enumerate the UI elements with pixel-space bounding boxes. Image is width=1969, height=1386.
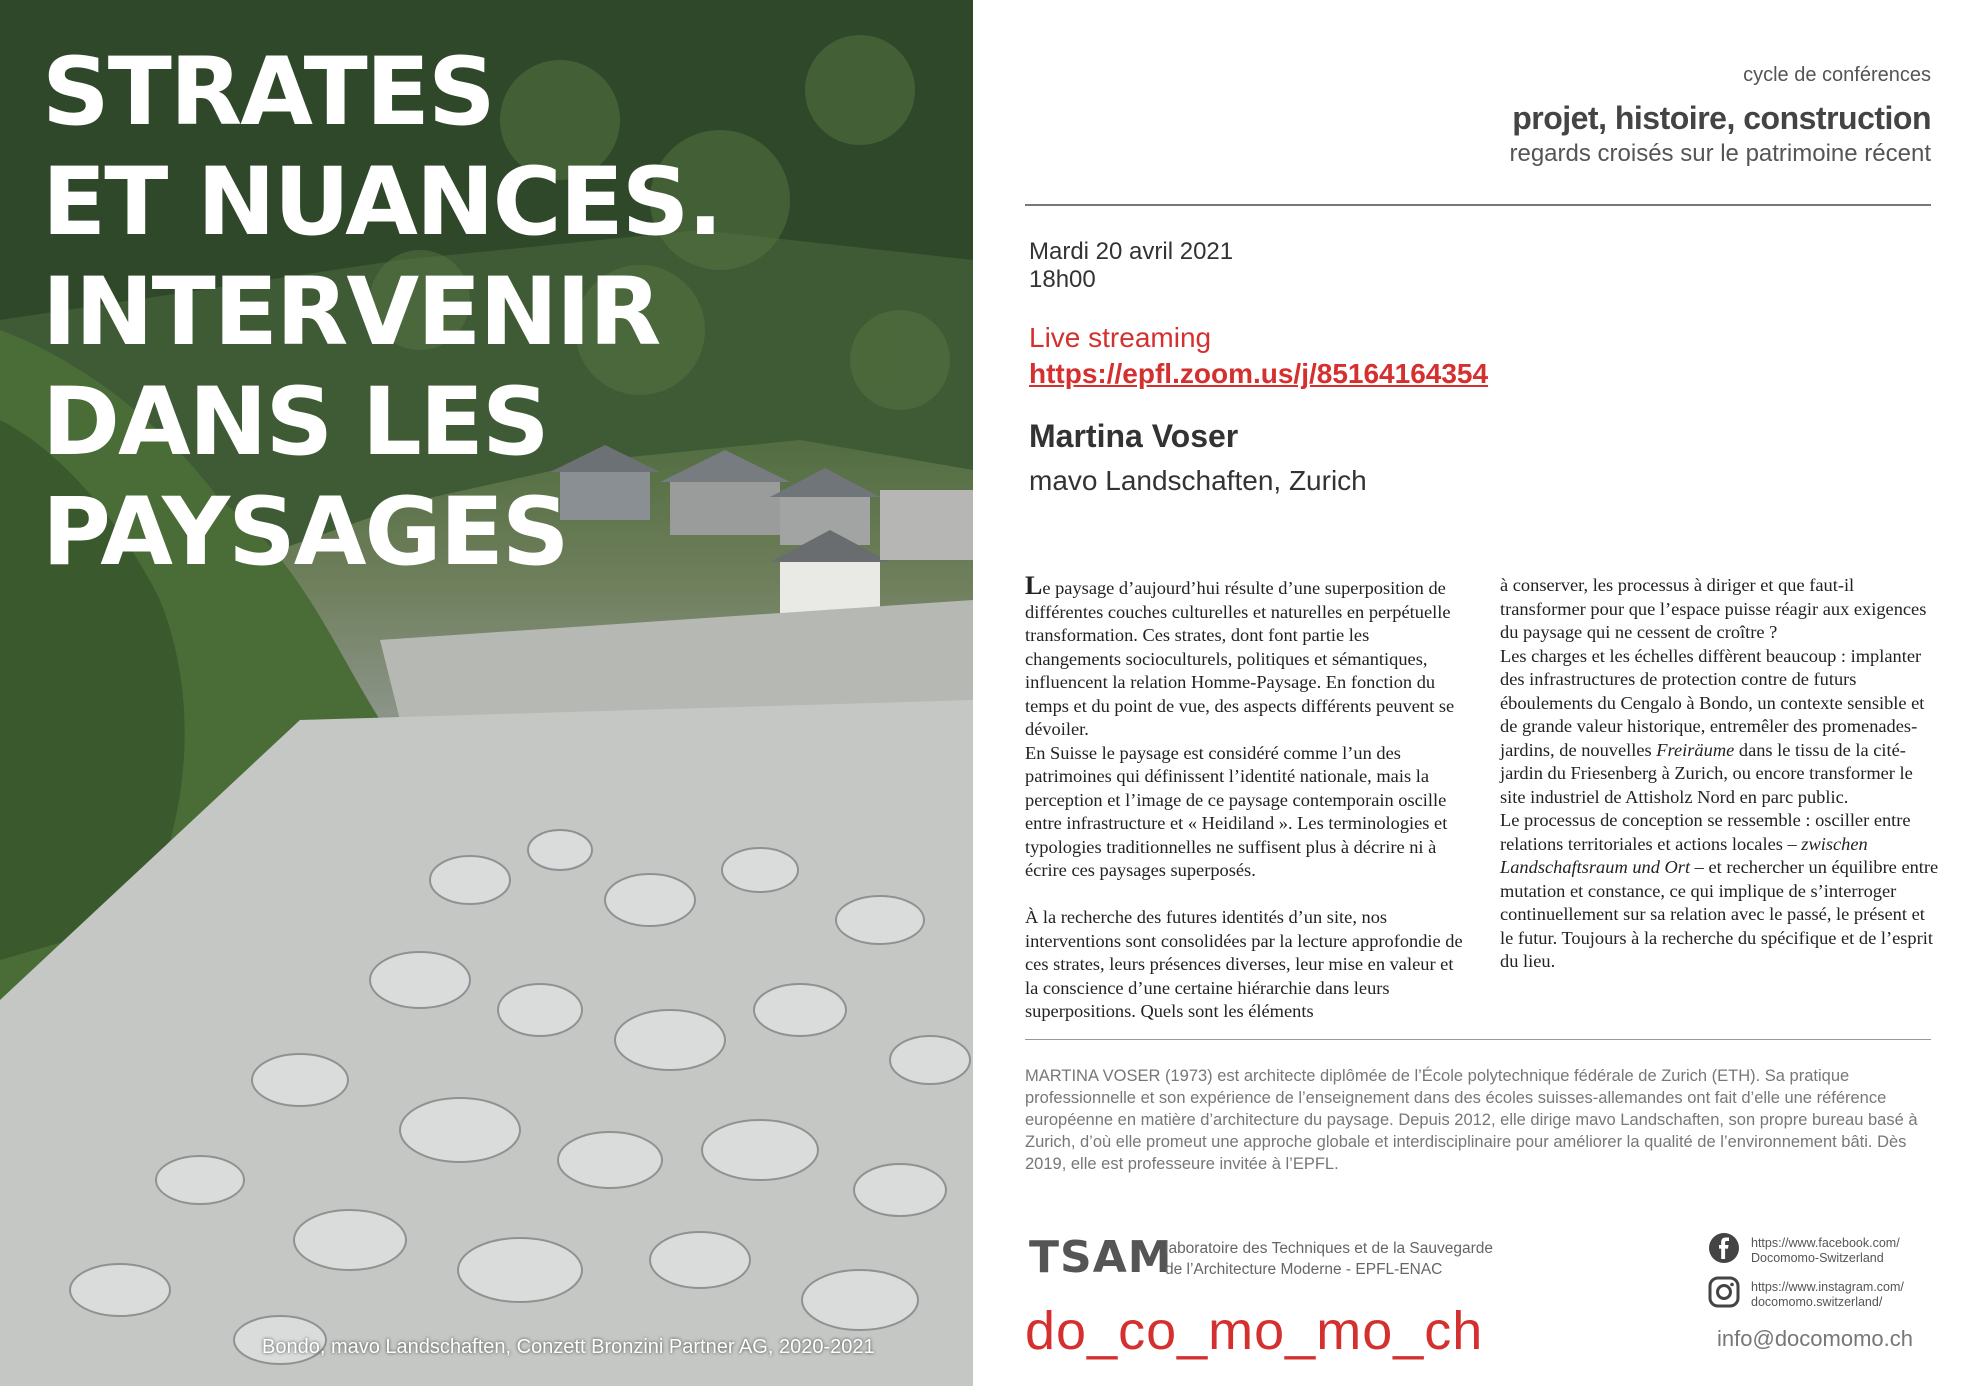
event-datetime bbox=[1029, 238, 1233, 294]
instagram-handle[interactable]: docomomo.switzerland/ bbox=[1751, 1295, 1883, 1309]
headline bbox=[42, 38, 721, 588]
headline-line-3: INTERVENIR bbox=[42, 258, 660, 367]
speaker-affiliation: mavo Landschaften, Zurich bbox=[1029, 465, 1367, 496]
tsam-description-line: laboratoire des Techniques et de la Sauvegarde bbox=[1165, 1240, 1494, 1257]
headline-line-5: PAYSAGES bbox=[42, 478, 568, 587]
photo-caption: Bondo, mavo Landschaften, Conzett Bronzini Partner AG, 2020-2021 bbox=[262, 1336, 875, 1358]
headline-line-2: ET NUANCES. bbox=[42, 148, 722, 257]
body-paragraph bbox=[1500, 809, 1940, 974]
cycle-title: projet, histoire, construction bbox=[1512, 100, 1931, 136]
instagram-icon[interactable] bbox=[1708, 1276, 1740, 1308]
body-text: e paysage d’aujourd’hui résulte d’une superposition de différentes couches culturelles et naturelles en perpétuelle transformation. Ces strates, dont font partie les changements socioculturels, politiques et sémantiques, influencent la relation Homme-Paysage. En fonction du temps et du point de vue, des aspects différents peuvent se dévoiler. bbox=[1025, 578, 1455, 739]
cycle-label: cycle de conférences bbox=[1743, 64, 1931, 86]
body-paragraph: à conserver, les processus à diriger et que faut-il transformer pour que l’espace puisse réagir aux exigences du paysage qui ne cessent de croître ? bbox=[1500, 575, 1927, 642]
tsam-description-line: de l’Architecture Moderne - EPFL-ENAC bbox=[1165, 1261, 1443, 1278]
tsam-logo: TSAM bbox=[1029, 1232, 1173, 1283]
live-label: Live streaming bbox=[1029, 322, 1212, 353]
body-paragraph: En Suisse le paysage est considéré comme l’un des patrimoines qui définissent l’identité nationale, mais la perception et l’image de ce paysage contemporain oscille entre infrastructure et « Heidiland ». Les terminologies et typologies traditionnelles ne suffisent plus à décrire ni à écrire ces paysages superposés. bbox=[1025, 742, 1448, 880]
docomomo-logo: do_co_mo_mo_ch bbox=[1025, 1301, 1484, 1361]
info-panel bbox=[973, 0, 1969, 1386]
speaker-name: Martina Voser bbox=[1029, 418, 1239, 454]
facebook-icon[interactable] bbox=[1708, 1232, 1740, 1264]
body-column-1 bbox=[1025, 571, 1465, 1024]
speaker-bio: MARTINA VOSER (1973) est architecte diplômée de l’École polytechnique fédérale de Zurich (ETH). Sa pratique professionnelle et son expérience de l’enseignement dans des écoles suisses-allemandes ont fait d’elle une référence européenne en matière d’architecture du paysage. Depuis 2012, elle dirige mavo Landschaften, son propre bureau basé à Zurich, d’où elle promeut une approche globale et interdisciplinaire pour améliorer la qualité de l’environnement bâti. Dès 2019, elle est professeure invitée à l’EPFL. bbox=[1025, 1067, 1918, 1173]
contact-email[interactable]: info@docomomo.ch bbox=[1717, 1326, 1913, 1351]
event-time: 18h00 bbox=[1029, 266, 1096, 293]
tsam-description bbox=[1165, 1238, 1493, 1280]
live-streaming bbox=[1029, 320, 1488, 392]
zoom-link[interactable]: https://epfl.zoom.us/j/85164164354 bbox=[1029, 358, 1489, 389]
body-text: – et rechercher un équilibre entre mutation et constance, ce qui implique de s’interroger continuellement sur sa relation avec le passé, le présent et le futur. Toujours à la recherche du spécifique et de l’esprit du lieu. bbox=[1500, 857, 1939, 971]
body-emphasis: Freiräume bbox=[1656, 739, 1735, 760]
body-paragraph bbox=[1500, 645, 1940, 810]
facebook-link[interactable] bbox=[1751, 1236, 1900, 1266]
drop-cap: L bbox=[1025, 571, 1043, 600]
facebook-url[interactable]: https://www.facebook.com/ bbox=[1751, 1236, 1900, 1250]
body-emphasis: zwischen Landschaftsraum und Ort bbox=[1500, 833, 1868, 877]
instagram-url[interactable]: https://www.instagram.com/ bbox=[1751, 1280, 1904, 1294]
headline-line-4: DANS LES bbox=[42, 368, 548, 477]
body-text: Le processus de conception se ressemble : osciller entre relations territoriales et actions locales – bbox=[1500, 810, 1911, 854]
landscape-photo bbox=[0, 0, 973, 1386]
cycle-subtitle: regards croisés sur le patrimoine récent bbox=[1509, 140, 1931, 167]
body-text: dans le tissu de la cité-jardin du Friesenberg à Zurich, ou encore transformer le site industriel de Attisholz Nord en parc public. bbox=[1500, 739, 1913, 807]
event-date: Mardi 20 avril 2021 bbox=[1029, 238, 1234, 265]
body-column-2 bbox=[1500, 574, 1940, 974]
body-text: Les charges et les échelles diffèrent beaucoup : implanter des infrastructures de protection contre de futurs éboulements du Cengalo à Bondo, un contexte sensible et de grande valeur historique, entremêler des promenades-jardins, de nouvelles bbox=[1500, 645, 1925, 760]
body-paragraph bbox=[1025, 571, 1465, 742]
divider-top bbox=[1025, 204, 1931, 206]
instagram-link[interactable] bbox=[1751, 1280, 1904, 1310]
facebook-handle[interactable]: Docomomo-Switzerland bbox=[1751, 1251, 1884, 1265]
headline-line-1: STRATES bbox=[42, 38, 494, 147]
divider-bio bbox=[1025, 1039, 1931, 1040]
body-paragraph: À la recherche des futures identités d’un site, nos interventions sont consolidées par la lecture approfondie de ces strates, leurs présences diverses, leur mise en valeur et la conscience d’une certaine hiérarchie dans leurs superpositions. Quels sont les éléments bbox=[1025, 907, 1463, 1021]
